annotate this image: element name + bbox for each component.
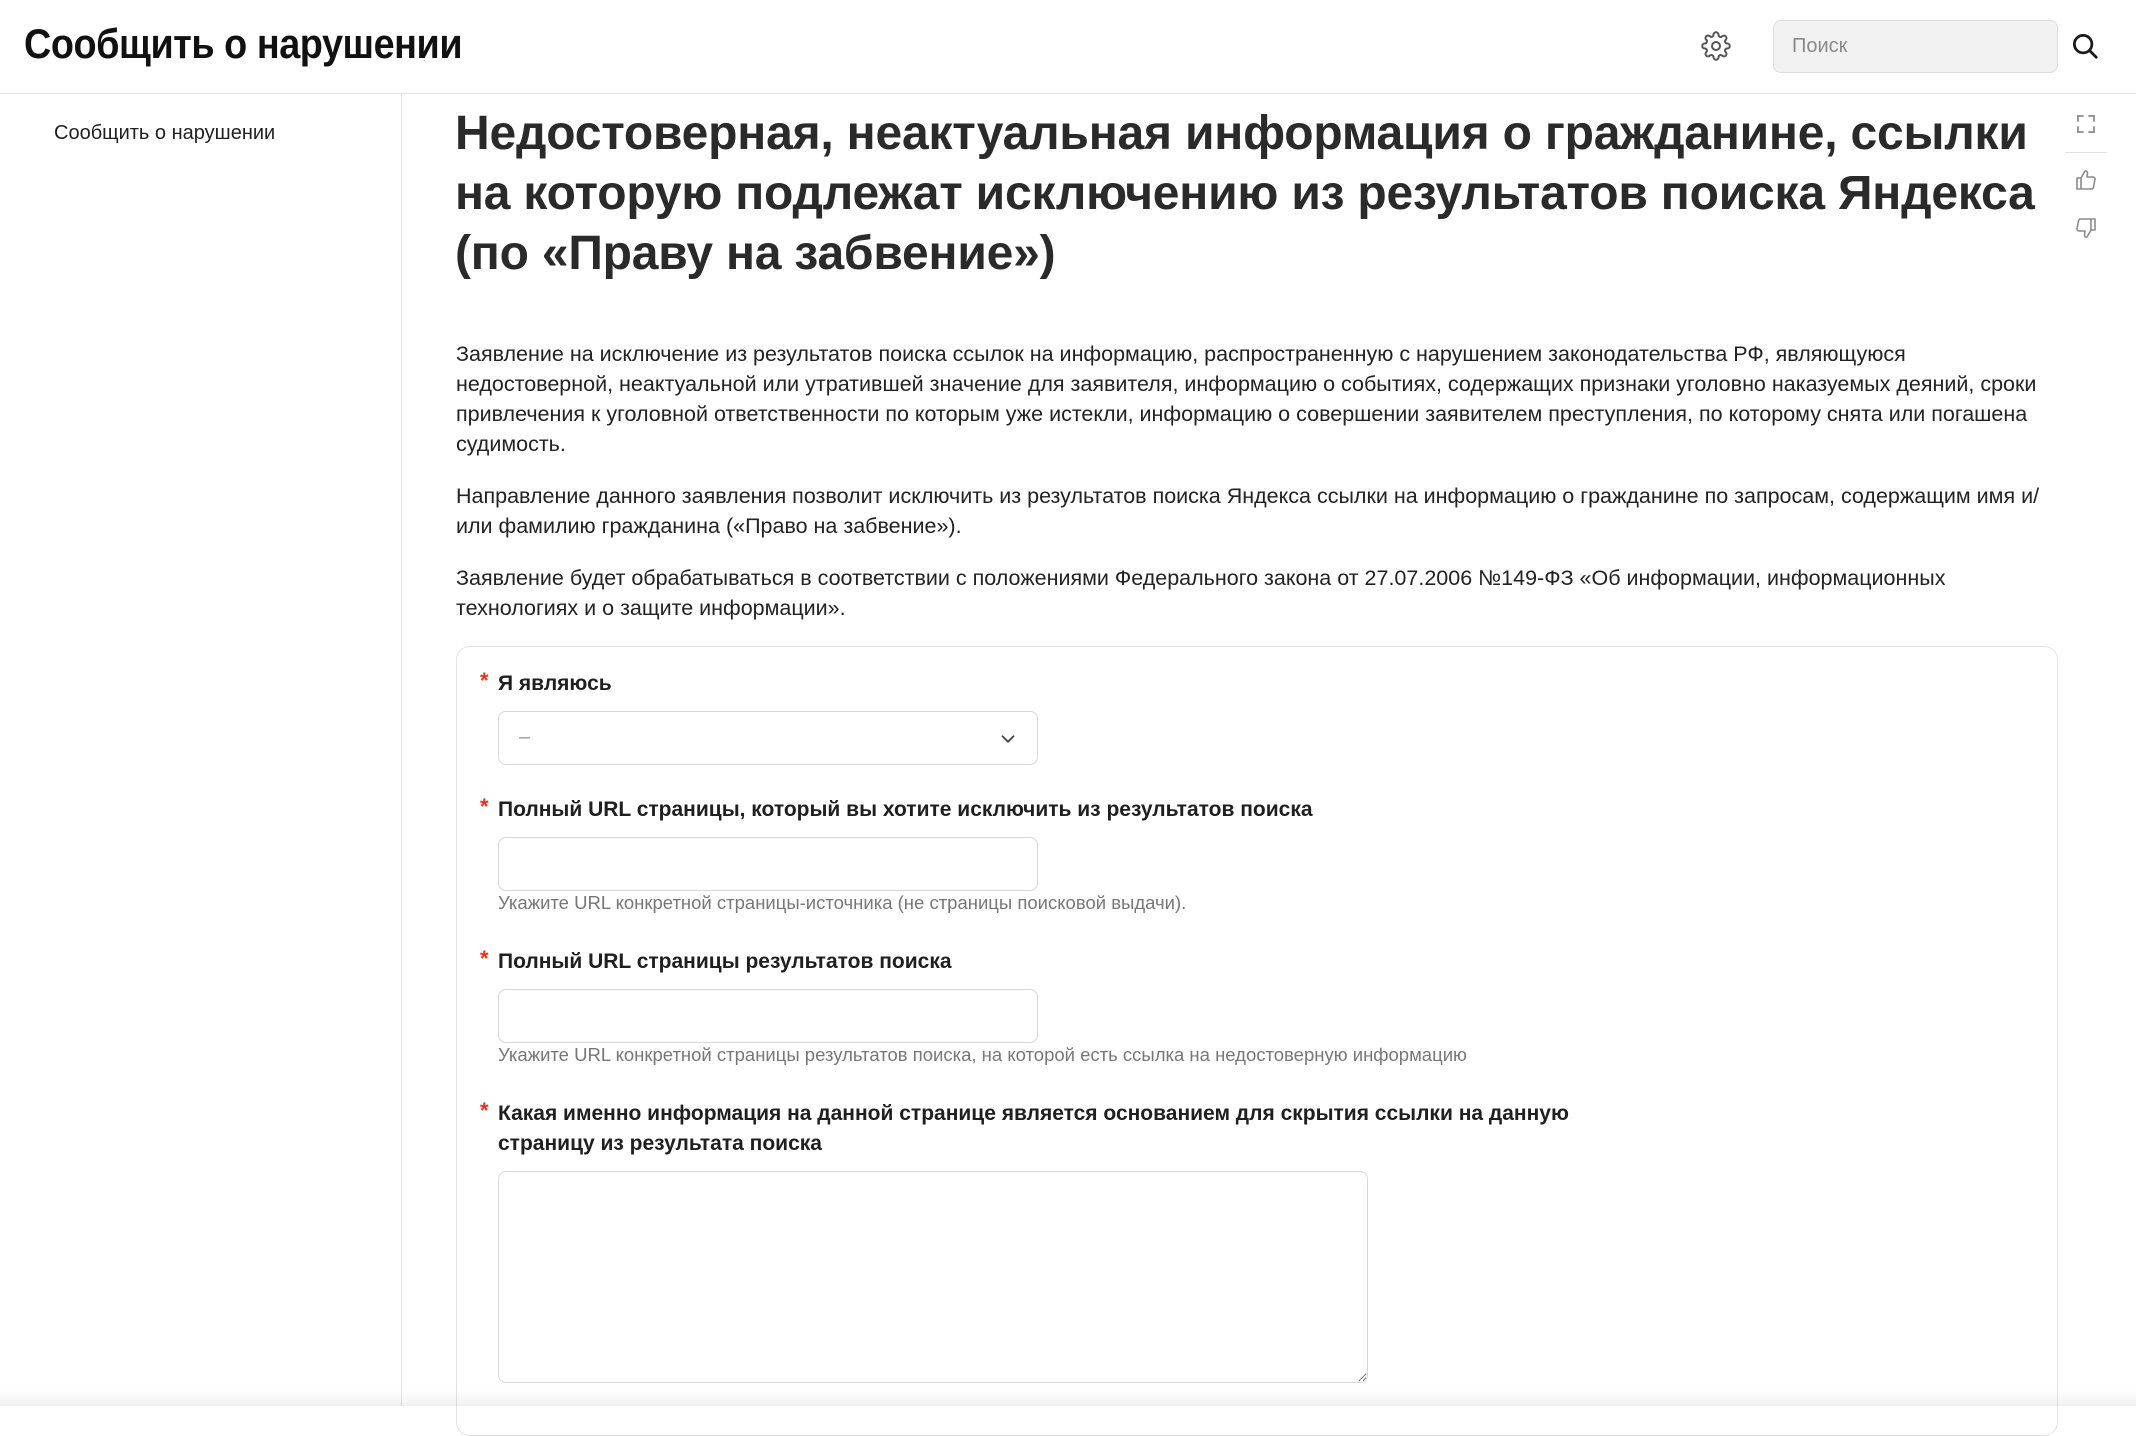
description-paragraph: Направление данного заявления позволит исключить из результатов поиска Яндекса ссылки на информацию о гражданине по запросам, содержащим имя и/или фамилию гражданина («Право на забвение»). xyxy=(456,484,2040,538)
search-input[interactable] xyxy=(1773,20,2058,73)
required-mark: * xyxy=(480,794,489,819)
source-url-input[interactable] xyxy=(498,837,1038,891)
fullscreen-icon xyxy=(2074,112,2098,136)
gear-icon xyxy=(1701,31,1731,61)
search-url-input[interactable] xyxy=(498,989,1038,1043)
rail-divider xyxy=(2065,152,2107,153)
settings-button[interactable] xyxy=(1699,29,1733,63)
top-header xyxy=(0,0,2136,94)
reason-textarea[interactable] xyxy=(498,1171,1368,1383)
law-paragraph: Заявление будет обрабатываться в соответствии с положениями Федерального закона от 27.07.2006 №149-ФЗ «Об информации, информационных технологиях и о защите информации». xyxy=(456,566,1946,620)
dislike-button[interactable] xyxy=(2070,212,2102,244)
reason-label: Какая именно информация на данной странице является основанием для скрытия ссылки на данную страницу из результата поиска xyxy=(498,1102,1569,1155)
required-mark: * xyxy=(480,668,489,693)
site-title[interactable]: Сообщить о нарушении xyxy=(24,20,463,67)
source-url-hint: Укажите URL конкретной страницы-источника (не страницы поисковой выдачи). xyxy=(498,892,1187,913)
like-button[interactable] xyxy=(2070,164,2102,196)
search-url-label: Полный URL страницы результатов поиска xyxy=(498,950,952,973)
required-mark: * xyxy=(480,946,489,971)
page-title: Недостоверная, неактуальная информация о гражданине, ссылки на которую подлежат исключению из результатов поиска Яндекса (по «Праву на забвение») xyxy=(455,107,2035,280)
thumbs-up-icon xyxy=(2074,168,2098,192)
source-url-label: Полный URL страницы, который вы хотите исключить из результатов поиска xyxy=(498,798,1313,821)
sidebar-item-report-violation[interactable]: Сообщить о нарушении xyxy=(54,122,276,144)
search-button[interactable] xyxy=(2068,29,2102,63)
role-label: Я являюсь xyxy=(498,672,612,695)
thumbs-down-icon xyxy=(2074,216,2098,240)
intro-paragraph: Заявление на исключение из результатов поиска ссылок на информацию, распространенную с нарушением законодательства РФ, являющуюся недостоверной, неактуальной или утратившей значение для заявителя, информацию о событиях, содержащих признаки уголовно наказуемых деяний, сроки привлечения к уголовной ответственности по которым уже истекли, информацию о совершении заявителем преступления, по которому снята или погашена судимость. xyxy=(456,342,2037,456)
search-icon xyxy=(2070,31,2100,61)
role-select[interactable] xyxy=(498,711,1038,765)
chevron-down-icon xyxy=(997,728,1019,750)
fullscreen-button[interactable] xyxy=(2070,108,2102,140)
required-mark: * xyxy=(480,1098,489,1123)
sidebar xyxy=(0,94,402,1406)
search-url-hint: Укажите URL конкретной страницы результатов поиска, на которой есть ссылка на недостоверную информацию xyxy=(498,1044,1467,1065)
role-select-value: – xyxy=(519,726,531,748)
